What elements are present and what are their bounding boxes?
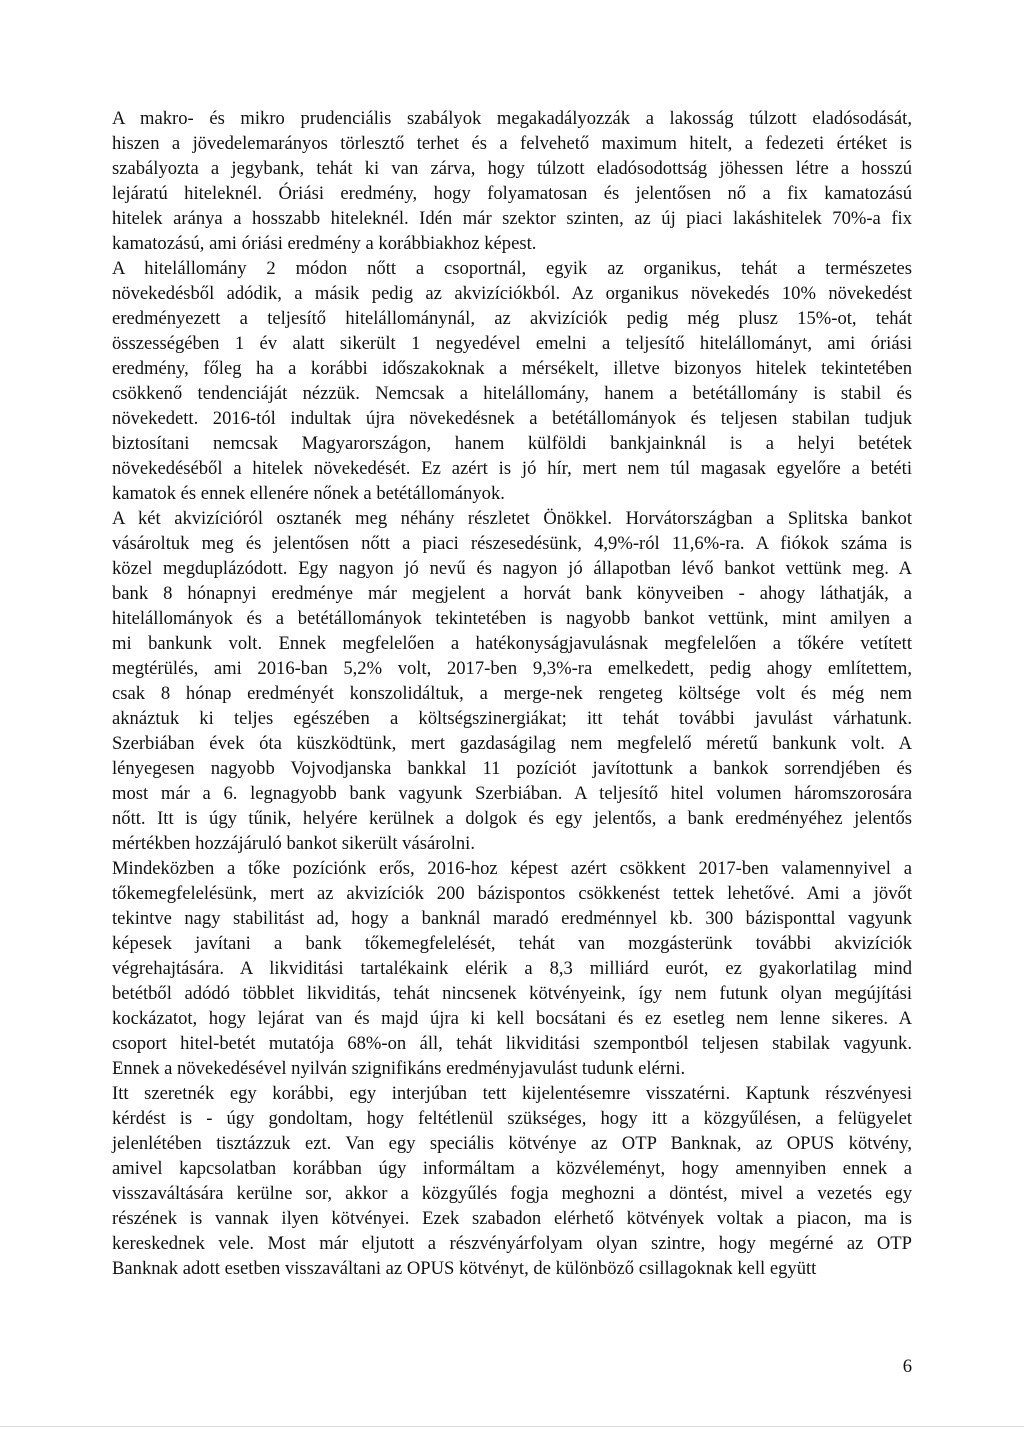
text-line: megtérülés, ami 2016-ban 5,2% volt, 2017-ben 9,3%-ra emelkedett, pedig ahogy említettem, bbox=[112, 658, 912, 679]
text-line: végrehajtására. A likviditási tartalékaink elérik a 8,3 milliárd eurót, ez gyakorlatilag mind bbox=[112, 958, 912, 979]
text-line: lejáratú hiteleknél. Óriási eredmény, hogy folyamatosan és jelentősen nő a fix kamatozású bbox=[112, 183, 912, 204]
text-line: mi bankunk volt. Ennek megfelelően a hatékonyságjavulásnak megfelelően a tőkére vetített bbox=[112, 633, 912, 654]
text-line: tekintve nagy stabilitást ad, hogy a banknál maradó eredménnyel kb. 300 bázisponttal vagyunk bbox=[112, 908, 912, 929]
text-line: részének is vannak ilyen kötvényei. Ezek szabadon elérhető kötvények voltak a piacon, ma is bbox=[112, 1208, 912, 1229]
paragraph bbox=[112, 1081, 912, 1281]
paragraph bbox=[112, 506, 912, 856]
page-bottom-edge bbox=[0, 1426, 1024, 1427]
text-line: szabályozta a jegybank, tehát ki van zárva, hogy túlzott eladósodottság jöhessen létre a hosszú bbox=[112, 158, 912, 179]
text-line: eredményezett a teljesítő hitelállománynál, az akvizíciók pedig még plusz 15%-ot, tehát bbox=[112, 308, 912, 329]
text-line: csökkenő tendenciáját nézzük. Nemcsak a hitelállomány, hanem a betétállomány is stabil és bbox=[112, 383, 912, 404]
text-line: hitelek aránya a hosszabb hiteleknél. Idén már szektor szinten, az új piaci lakáshitelek 70%-a fix bbox=[112, 208, 912, 229]
text-line: közel megduplázódott. Egy nagyon jó nevű és nagyon jó állapotban lévő bankot vettünk meg. A bbox=[112, 558, 912, 579]
text-line: kockázatot, hogy lejárat van és majd újra ki kell bocsátani és ez esetleg nem lenne sikeres. A bbox=[112, 1008, 912, 1029]
text-line: Ennek a növekedésével nyilván szignifikáns eredményjavulást tudunk elérni. bbox=[112, 1058, 686, 1079]
text-line: biztosítani nemcsak Magyarországon, hanem külföldi bankjainknál is a helyi betétek bbox=[112, 433, 912, 454]
text-line: bank 8 hónapnyi eredménye már megjelent a horvát bank könyveiben - ahogy láthatják, a bbox=[112, 583, 912, 604]
paragraph bbox=[112, 856, 912, 1081]
text-line: eredmény, főleg ha a korábbi időszakoknak a mérsékelt, illetve bizonyos hitelek tekintetében bbox=[112, 358, 912, 379]
text-line: A hitelállomány 2 módon nőtt a csoportnál, egyik az organikus, tehát a természetes bbox=[112, 258, 912, 279]
text-line: betétből adódó többlet likviditás, tehát nincsenek kötvényeink, így nem futunk olyan megújítási bbox=[112, 983, 912, 1004]
paragraph bbox=[112, 256, 912, 506]
text-line: visszaváltására kerülne sor, akkor a közgyűlés fogja meghozni a döntést, mivel a vezetés egy bbox=[112, 1183, 912, 1204]
text-line: növekedésből adódik, a másik pedig az akvizíciókból. Az organikus növekedés 10% növekedést bbox=[112, 283, 912, 304]
text-line: növekedéséből a hitelek növekedését. Ez azért is jó hír, mert nem túl magasak egyelőre a betéti bbox=[112, 458, 912, 479]
text-line: tőkemegfelelésünk, mert az akvizíciók 200 bázispontos csökkenést tettek lehetővé. Ami a jövőt bbox=[112, 883, 912, 904]
text-line: kereskednek vele. Most már eljutott a részvényárfolyam olyan szintre, hogy megérné az OTP bbox=[112, 1233, 912, 1254]
text-line: kamatok és ennek ellenére nőnek a betétállományok. bbox=[112, 483, 505, 504]
text-line: mértékben hozzájáruló bankot sikerült vásárolni. bbox=[112, 833, 475, 854]
text-line: Mindeközben a tőke pozíciónk erős, 2016-hoz képest azért csökkent 2017-ben valamennyivel a bbox=[112, 858, 912, 879]
text-line: Banknak adott esetben visszaváltani az OPUS kötvényt, de különböző csillagoknak kell együtt bbox=[112, 1258, 817, 1279]
text-line: képesek javítani a bank tőkemegfelelését, tehát van mozgásterünk további akvizíciók bbox=[112, 933, 912, 954]
text-line: növekedett. 2016-tól indultak újra növekedésnek a betétállományok és teljesen stabilan tudjuk bbox=[112, 408, 912, 429]
text-line: kamatozású, ami óriási eredmény a korábbiakhoz képest. bbox=[112, 233, 537, 254]
paragraph bbox=[112, 106, 912, 256]
text-line: kérdést is - úgy gondoltam, hogy feltétlenül szükséges, hogy itt a közgyűlésen, a felügyelet bbox=[112, 1108, 912, 1129]
text-line: most már a 6. legnagyobb bank vagyunk Szerbiában. A teljesítő hitel volumen háromszorosára bbox=[112, 783, 912, 804]
body-text bbox=[112, 106, 912, 1281]
text-line: csoport hitel-betét mutatója 68%-on áll, tehát likviditási szempontból teljesen stabilak vagyunk. bbox=[112, 1033, 912, 1054]
text-line: vásároltuk meg és jelentősen nőtt a piaci részesedésünk, 4,9%-ról 11,6%-ra. A fiókok száma is bbox=[112, 533, 912, 554]
text-line: jelenlétében tisztázzuk ezt. Van egy speciális kötvénye az OTP Banknak, az OPUS kötvény, bbox=[112, 1133, 912, 1154]
text-line: A két akvizícióról osztanék meg néhány részletet Önökkel. Horvátországban a Splitska bankot bbox=[112, 508, 912, 529]
text-line: nőtt. Itt is úgy tűnik, helyére kerülnek a dolgok és egy jelentős, a bank eredményéhez jelentős bbox=[112, 808, 912, 829]
text-line: amivel kapcsolatban korábban úgy informáltam a közvéleményt, hogy amennyiben ennek a bbox=[112, 1158, 912, 1179]
text-line: lényegesen nagyobb Vojvodjanska bankkal 11 pozíciót javítottunk a bankok sorrendjében és bbox=[112, 758, 912, 779]
text-line: csak 8 hónap eredményét konszolidáltuk, a merge-nek rengeteg költsége volt és még nem bbox=[112, 683, 912, 704]
page-number: 6 bbox=[902, 1356, 912, 1377]
text-line: összességében 1 év alatt sikerült 1 negyedével emelni a teljesítő hitelállományt, ami óriási bbox=[112, 333, 912, 354]
text-line: aknáztuk ki teljes egészében a költségszinergiákat; itt tehát további javulást várhatunk. bbox=[112, 708, 912, 729]
text-line: Szerbiában évek óta küszködtünk, mert gazdaságilag nem megfelelő méretű bankunk volt. A bbox=[112, 733, 912, 754]
text-line: Itt szeretnék egy korábbi, egy interjúban tett kijelentésemre visszatérni. Kaptunk részvényesi bbox=[112, 1083, 912, 1104]
text-line: A makro- és mikro prudenciális szabályok megakadályozzák a lakosság túlzott eladósodását, bbox=[112, 108, 912, 129]
text-line: hiszen a jövedelemarányos törlesztő terhet és a felvehető maximum hitelt, a fedezeti értéket is bbox=[112, 133, 912, 154]
text-line: hitelállományok és a betétállományok tekintetében is nagyobb bankot vettünk, mint amilyen a bbox=[112, 608, 912, 629]
